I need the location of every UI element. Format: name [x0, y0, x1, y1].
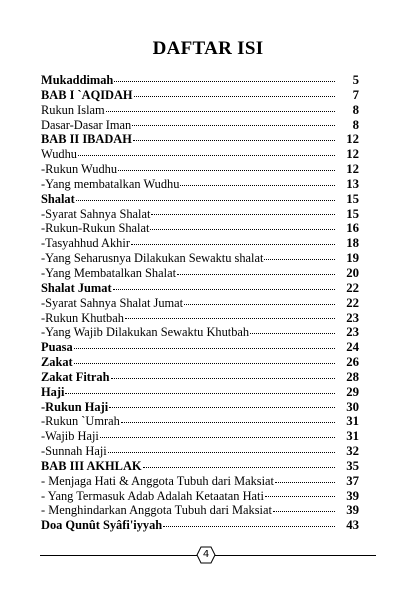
toc-entry-label: Rukun Islam [41, 102, 105, 117]
toc-entry-label: Zakat Fitrah [41, 369, 110, 384]
toc-entry[interactable] [41, 296, 359, 311]
toc-entry-page: 18 [346, 236, 359, 251]
dot-leader [131, 244, 335, 245]
toc-entry-label: Wudhu [41, 147, 77, 162]
toc-entry[interactable] [41, 459, 359, 474]
toc-entry[interactable] [41, 162, 359, 177]
dot-leader [121, 422, 335, 423]
dot-leader [143, 467, 335, 468]
dot-leader [65, 393, 335, 394]
toc-entry-label: -Rukun Khutbah [41, 310, 124, 325]
toc-entry-label: BAB II IBADAH [41, 132, 132, 147]
toc-entry[interactable] [41, 325, 359, 340]
dot-leader [100, 437, 335, 438]
toc-entry-page: 16 [346, 221, 359, 236]
toc-entry-page: 15 [346, 206, 359, 221]
toc-entry-page: 43 [346, 518, 359, 533]
toc-entry[interactable] [41, 207, 359, 222]
toc-entry[interactable] [41, 311, 359, 326]
dot-leader [151, 214, 335, 215]
toc-entry-label: BAB III AKHLAK [41, 458, 142, 473]
toc-entry[interactable] [41, 88, 359, 103]
dot-leader [78, 155, 335, 156]
toc-entry-label: -Rukun Haji [41, 399, 109, 414]
toc-entry-label: - Yang Termasuk Adab Adalah Ketaatan Hati [41, 488, 264, 503]
toc-entry[interactable] [41, 340, 359, 355]
dot-leader [273, 511, 335, 512]
toc-entry-page: 22 [346, 280, 359, 295]
toc-entry[interactable] [41, 385, 359, 400]
toc-entry-page: 12 [346, 132, 359, 147]
toc-entry-label: -Rukun `Umrah [41, 414, 120, 429]
toc-entry-page: 39 [346, 503, 359, 518]
toc-entry[interactable] [41, 132, 359, 147]
toc-entry-page: 12 [346, 162, 359, 177]
toc-entry-label: -Tasyahhud Akhir [41, 236, 130, 251]
dot-leader [134, 96, 335, 97]
toc-entry[interactable] [41, 489, 359, 504]
dot-leader [150, 229, 335, 230]
toc-entry-label: Zakat [41, 355, 73, 370]
toc-entry-page: 24 [346, 340, 359, 355]
toc-entry-label: -Yang membatalkan Wudhu [41, 176, 180, 191]
toc-entry-page: 8 [352, 102, 359, 117]
toc-entry-page: 7 [352, 87, 359, 102]
toc-entry-label: Doa Qunût Syâfi'iyyah [41, 518, 163, 533]
toc-entry-page: 12 [346, 147, 359, 162]
toc-entry[interactable] [41, 474, 359, 489]
toc-entry[interactable] [41, 266, 359, 281]
toc-entry-label: -Wajib Haji [41, 429, 99, 444]
toc-entry[interactable] [41, 177, 359, 192]
dot-leader [113, 289, 335, 290]
toc-entry-page: 8 [352, 117, 359, 132]
toc-entry-page: 13 [346, 176, 359, 191]
toc-entry-label: -Yang Seharusnya Dilakukan Sewaktu shalat [41, 251, 264, 266]
toc-entry-page: 5 [352, 73, 359, 87]
dot-leader [118, 170, 335, 171]
toc-entry-label: Shalat [41, 191, 75, 206]
toc-entry[interactable] [41, 370, 359, 385]
page-title: DAFTAR ISI [152, 38, 264, 59]
toc-entry-page: 35 [346, 458, 359, 473]
toc-entry-label: Haji [41, 384, 65, 399]
toc-entry-page: 22 [346, 295, 359, 310]
toc-entry-page: 15 [346, 191, 359, 206]
dot-leader [132, 125, 335, 126]
toc-entry[interactable] [41, 103, 359, 118]
dot-leader [125, 318, 335, 319]
toc-entry[interactable] [41, 236, 359, 251]
toc-entry-page: 32 [346, 444, 359, 459]
dot-leader [74, 348, 335, 349]
toc-entry[interactable] [41, 400, 359, 415]
dot-leader [74, 363, 335, 364]
toc-entry-page: 37 [346, 473, 359, 488]
toc-entry[interactable] [41, 118, 359, 133]
dot-leader [108, 452, 335, 453]
toc-entry[interactable] [41, 147, 359, 162]
dot-leader [76, 200, 335, 201]
dot-leader [106, 111, 335, 112]
dot-leader [184, 304, 335, 305]
toc-entry[interactable] [41, 281, 359, 296]
toc-entry-page: 26 [346, 355, 359, 370]
toc-entry[interactable] [41, 414, 359, 429]
toc-entry-page: 19 [346, 251, 359, 266]
table-of-contents [41, 73, 359, 533]
toc-entry-label: Puasa [41, 340, 73, 355]
toc-entry-page: 23 [346, 325, 359, 340]
toc-entry-label: BAB I `AQIDAH [41, 87, 133, 102]
toc-entry-label: - Menjaga Hati & Anggota Tubuh dari Maksiat [41, 473, 274, 488]
toc-entry-label: -Syarat Sahnya Shalat Jumat [41, 295, 184, 310]
page-number: 4 [202, 549, 210, 560]
toc-entry[interactable] [41, 73, 359, 88]
toc-entry-label: Dasar-Dasar Iman [41, 117, 132, 132]
toc-entry-page: 30 [346, 399, 359, 414]
toc-entry-label: - Menghindarkan Anggota Tubuh dari Maksiat [41, 503, 272, 518]
dot-leader [265, 496, 335, 497]
toc-entry-label: -Yang Membatalkan Shalat [41, 265, 177, 280]
dot-leader [163, 526, 335, 527]
toc-entry-label: -Syarat Sahnya Shalat [41, 206, 151, 221]
toc-entry[interactable] [41, 355, 359, 370]
toc-entry-label: Shalat Jumat [41, 280, 112, 295]
toc-entry[interactable] [41, 221, 359, 236]
dot-leader [133, 140, 335, 141]
toc-entry-page: 29 [346, 384, 359, 399]
toc-entry-label: -Rukun Wudhu [41, 162, 118, 177]
dot-leader [114, 81, 335, 82]
dot-leader [177, 274, 335, 275]
toc-entry-page: 20 [346, 265, 359, 280]
toc-entry[interactable] [41, 503, 359, 518]
toc-entry-label: Mukaddimah [41, 73, 114, 87]
toc-entry[interactable] [41, 444, 359, 459]
toc-entry[interactable] [41, 518, 359, 533]
toc-entry[interactable] [41, 192, 359, 207]
toc-entry[interactable] [41, 251, 359, 266]
toc-entry-page: 28 [346, 369, 359, 384]
dot-leader [275, 482, 335, 483]
toc-entry-label: -Sunnah Haji [41, 444, 107, 459]
toc-entry-label: -Yang Wajib Dilakukan Sewaktu Khutbah [41, 325, 250, 340]
toc-entry-page: 39 [346, 488, 359, 503]
toc-entry-page: 23 [346, 310, 359, 325]
dot-leader [250, 333, 335, 334]
dot-leader [111, 378, 336, 379]
dot-leader [180, 185, 335, 186]
toc-entry-label: -Rukun-Rukun Shalat [41, 221, 150, 236]
toc-entry-page: 31 [346, 414, 359, 429]
toc-entry[interactable] [41, 429, 359, 444]
dot-leader [109, 407, 335, 408]
toc-entry-page: 31 [346, 429, 359, 444]
dot-leader [264, 259, 335, 260]
page-number-badge [195, 546, 217, 564]
